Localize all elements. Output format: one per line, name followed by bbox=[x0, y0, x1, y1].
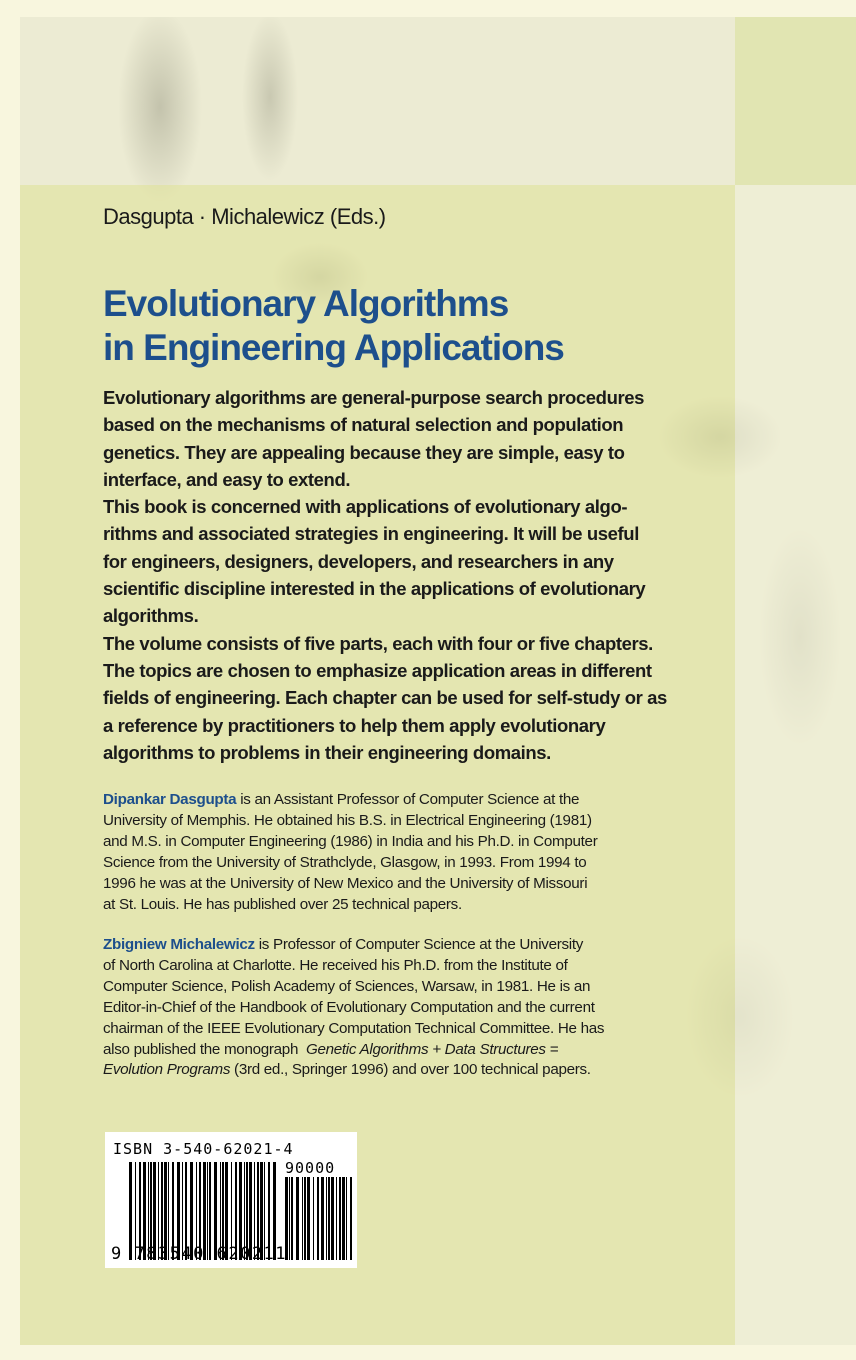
bio-line: at St. Louis. He has published over 25 technical papers. bbox=[103, 895, 462, 913]
blurb-line: The topics are chosen to emphasize application areas in different bbox=[103, 659, 652, 681]
blurb-line: fields of engineering. Each chapter can be used for self-study or as bbox=[103, 687, 667, 709]
bio-line: Computer Science, Polish Academy of Sciences, Warsaw, in 1981. He is an bbox=[103, 977, 591, 995]
bio-line: of North Carolina at Charlotte. He received his Ph.D. from the Institute of bbox=[103, 956, 568, 974]
bio-text: is Professor of Computer Science at the University bbox=[254, 936, 584, 953]
blurb-line: Evolutionary algorithms are general-purpose search procedures bbox=[103, 387, 645, 408]
bio-dasgupta bbox=[103, 790, 597, 915]
ean-digits: 9 783540 620211 bbox=[111, 1244, 288, 1264]
book-title bbox=[103, 282, 564, 370]
barcode-bar bbox=[346, 1177, 347, 1260]
barcode-bar bbox=[339, 1177, 341, 1260]
title-line: Evolutionary Algorithms bbox=[103, 283, 509, 324]
blurb bbox=[103, 384, 667, 766]
barcode-bar bbox=[336, 1177, 337, 1260]
barcode-bar bbox=[302, 1177, 303, 1260]
bio-text: also published the monograph bbox=[103, 1040, 306, 1058]
blurb-line: The volume consists of five parts, each with four or five chapters. bbox=[103, 632, 653, 654]
blurb-line: genetics. They are appealing because they are simple, easy to bbox=[103, 441, 625, 463]
barcode-bar bbox=[307, 1177, 310, 1260]
bio-line: and M.S. in Computer Engineering (1986) in India and his Ph.D. in Computer bbox=[103, 832, 598, 850]
blurb-line: algorithms. bbox=[103, 605, 199, 627]
blurb-line: scientific discipline interested in the applications of evolutionary bbox=[103, 578, 646, 600]
barcode-bar bbox=[317, 1177, 319, 1260]
blurb-line: algorithms to problems in their engineering domains. bbox=[103, 741, 551, 763]
bio-line: University of Memphis. He obtained his B.S. in Electrical Engineering (1981) bbox=[103, 811, 592, 829]
title-line: in Engineering Applications bbox=[103, 327, 564, 368]
barcode-bar bbox=[313, 1177, 314, 1260]
editors: Dasgupta · Michalewicz (Eds.) bbox=[103, 204, 386, 229]
blurb-line: based on the mechanisms of natural selection and population bbox=[103, 414, 624, 436]
right-column-panel bbox=[735, 17, 856, 1345]
barcode-bar bbox=[289, 1177, 290, 1260]
barcode-bar bbox=[342, 1177, 345, 1260]
bio-line: Editor-in-Chief of the Handbook of Evolutionary Computation and the current bbox=[103, 998, 595, 1016]
blurb-line: interface, and easy to extend. bbox=[103, 468, 351, 490]
barcode-bar bbox=[321, 1177, 324, 1260]
barcode-bar bbox=[304, 1177, 306, 1260]
barcode-bar bbox=[350, 1177, 352, 1260]
barcode-bar bbox=[331, 1177, 334, 1260]
barcode-bar bbox=[326, 1177, 327, 1260]
author-name: Zbigniew Michalewicz bbox=[103, 936, 255, 953]
blurb-line: This book is concerned with applications of evolutionary algo- bbox=[103, 496, 628, 518]
blurb-line: for engineers, designers, developers, and researchers in any bbox=[103, 550, 614, 572]
barcode-bar bbox=[328, 1177, 330, 1260]
isbn-barcode bbox=[105, 1132, 357, 1268]
barcode-bar bbox=[296, 1177, 299, 1260]
bio-text: (3rd ed., Springer 1996) and over 100 technical papers. bbox=[230, 1061, 591, 1079]
monograph-title: Genetic Algorithms + Data Structures = bbox=[305, 1040, 559, 1058]
bio-text: is an Assistant Professor of Computer Science at the bbox=[236, 791, 580, 808]
monograph-title: Evolution Programs bbox=[103, 1061, 231, 1079]
right-column-top-panel bbox=[735, 17, 856, 185]
isbn-text: ISBN 3-540-62021-4 bbox=[113, 1140, 294, 1158]
blurb-line: rithms and associated strategies in engineering. It will be useful bbox=[103, 523, 639, 545]
bio-line: chairman of the IEEE Evolutionary Computation Technical Committee. He has bbox=[103, 1019, 605, 1037]
bio-line: 1996 he was at the University of New Mexico and the University of Missouri bbox=[103, 874, 588, 892]
author-name: Dipankar Dasgupta bbox=[103, 791, 237, 808]
blurb-line: a reference by practitioners to help them apply evolutionary bbox=[103, 714, 606, 736]
addon-digits: 90000 bbox=[285, 1159, 336, 1177]
barcode-bar bbox=[291, 1177, 293, 1260]
bio-line: Science from the University of Strathclyde, Glasgow, in 1993. From 1994 to bbox=[103, 853, 587, 871]
bio-michalewicz bbox=[103, 935, 604, 1081]
